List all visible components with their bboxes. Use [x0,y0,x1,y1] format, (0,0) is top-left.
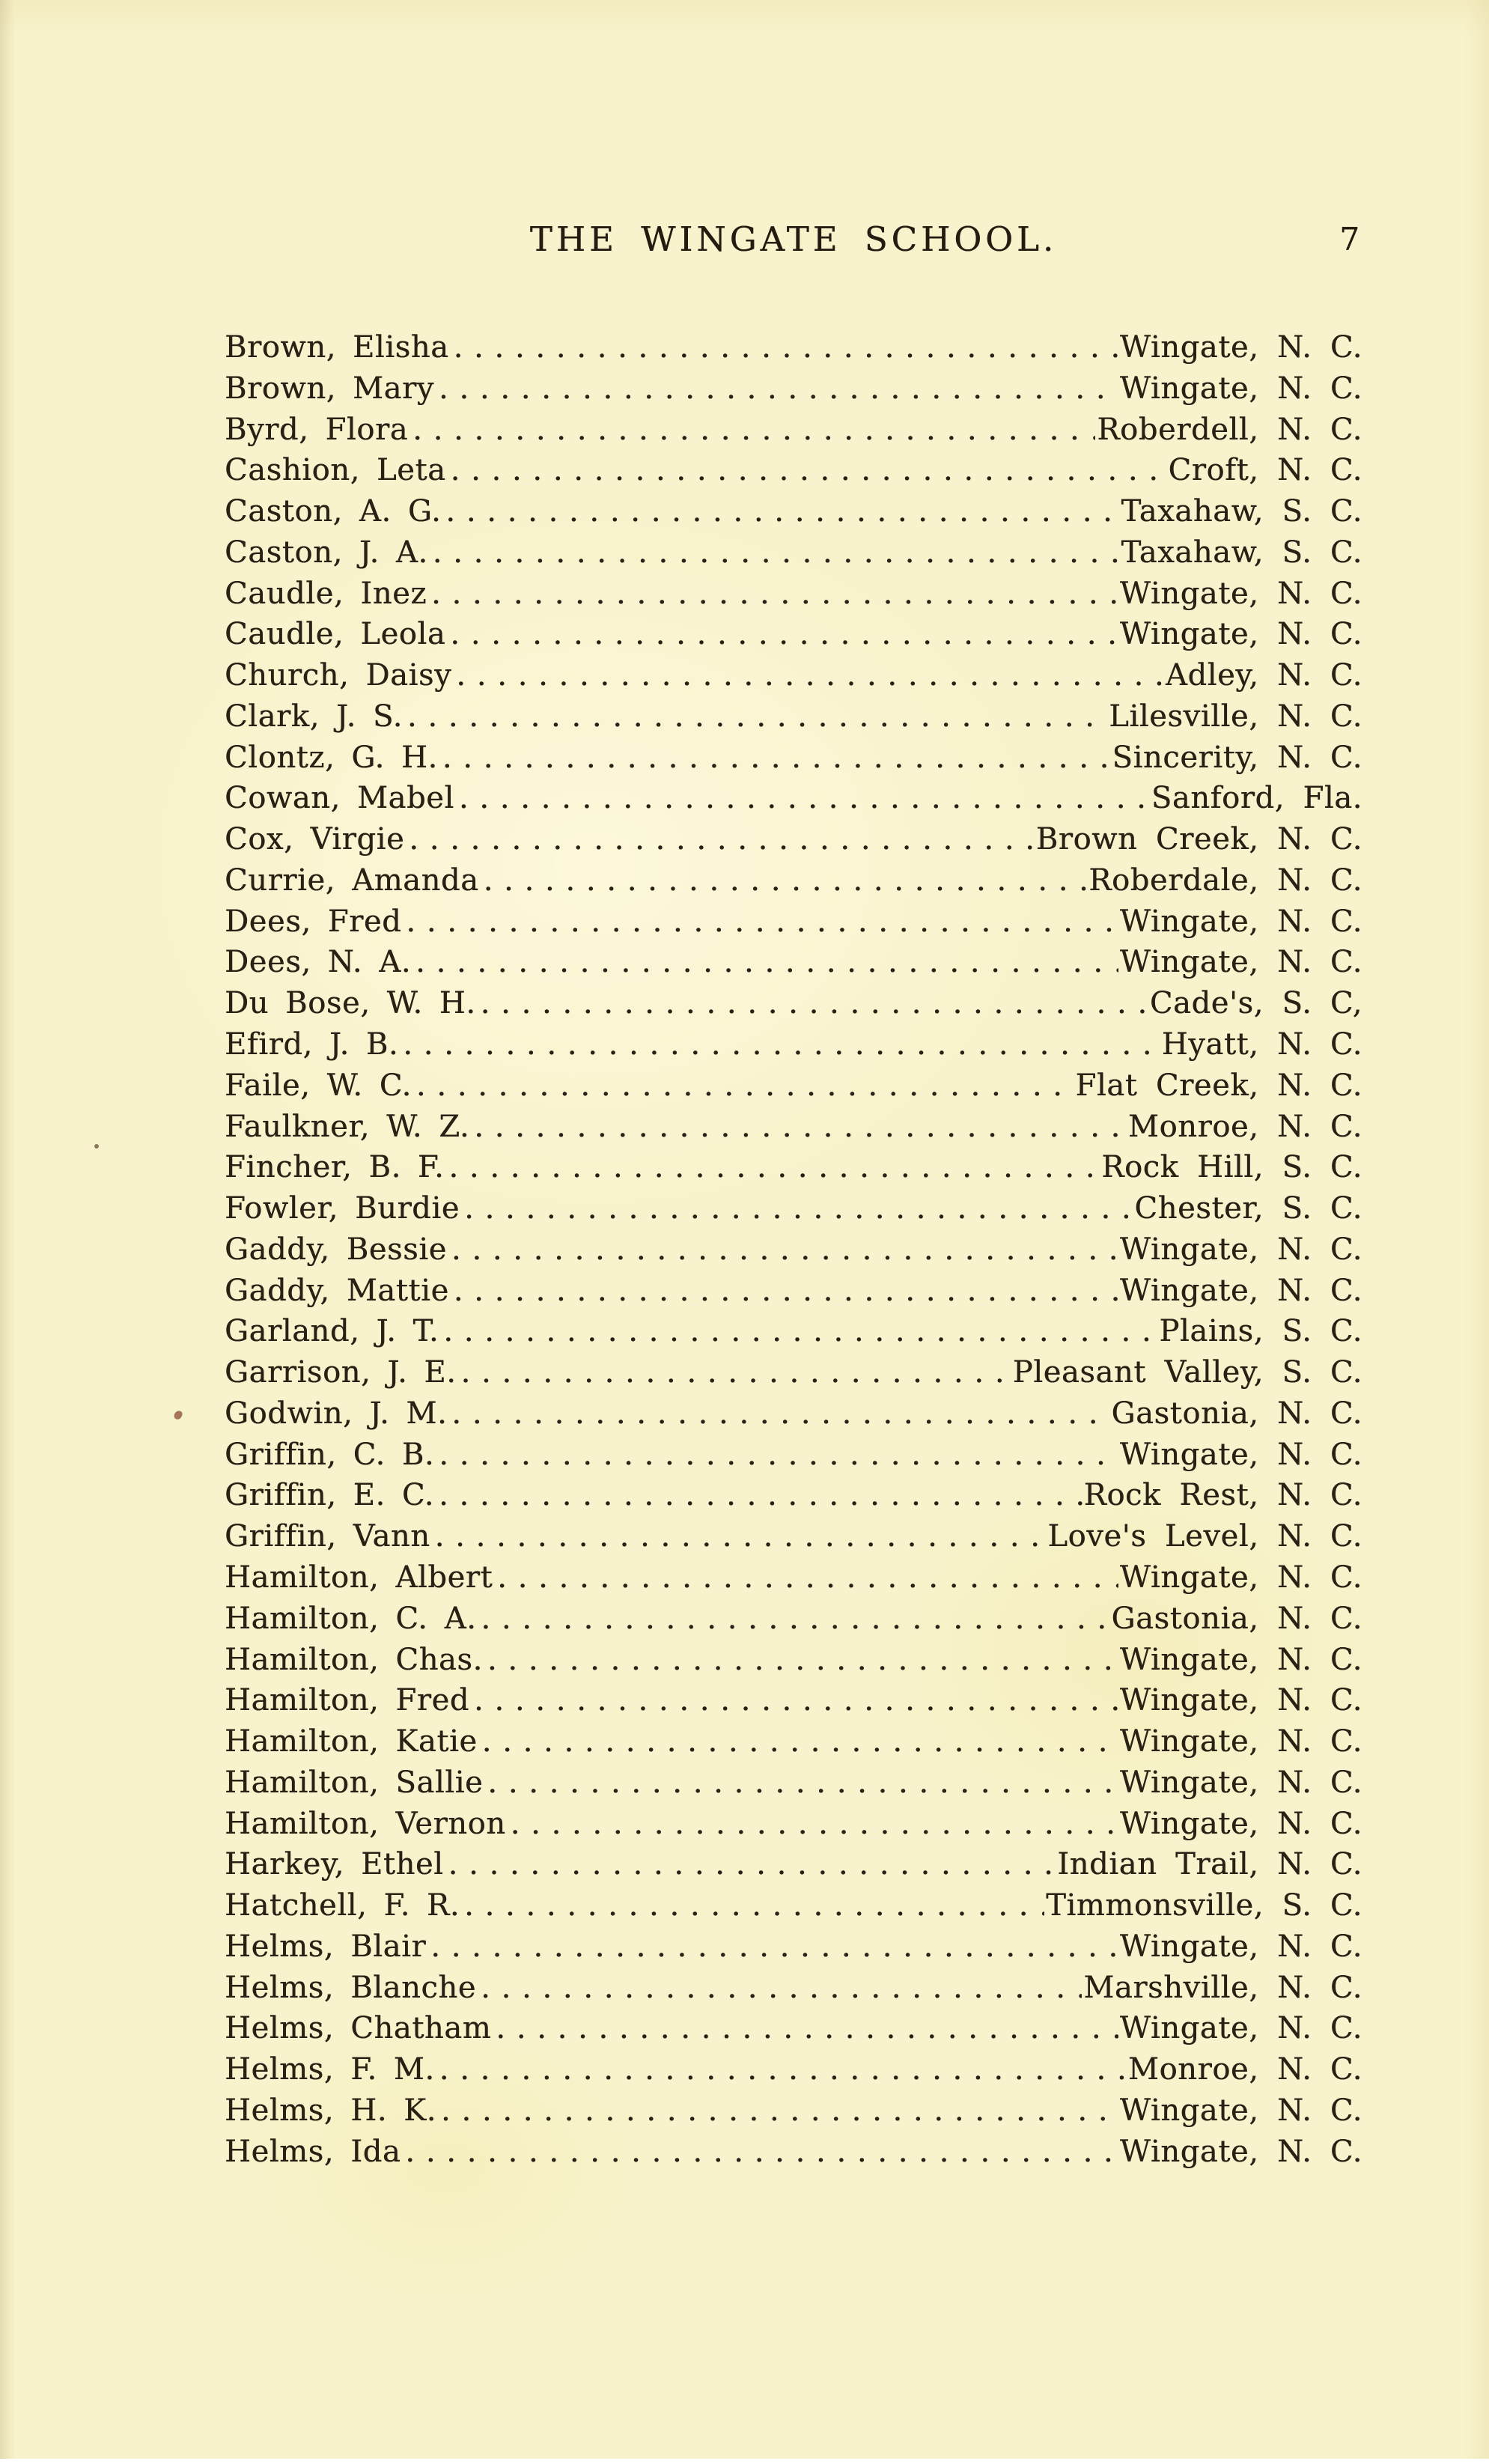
student-name: Clontz, G. H. [225,740,438,775]
dot-leader [474,1107,1127,1148]
page-number: 7 [1339,221,1359,258]
dot-leader [430,1926,1118,1968]
page-header [225,219,1362,261]
directory-row [225,1804,1362,1845]
directory-row [225,942,1362,983]
place-name: Brown Creek, N. C. [1035,822,1362,857]
place-name: Gastonia, N. C. [1111,1396,1362,1431]
place-name: Plains, S. C. [1159,1314,1362,1349]
place-name: Cade's, S. C, [1149,986,1362,1021]
student-name: Caston, J. A. [225,535,428,570]
place-name: Rock Hill, S. C. [1101,1150,1362,1185]
directory-row [225,860,1362,901]
place-name: Wingate, N. C. [1119,2093,1362,2128]
dot-leader [454,1271,1118,1312]
dot-leader [474,1680,1118,1721]
place-name: Wingate, N. C. [1119,1765,1362,1800]
place-name: Taxahaw, S. C. [1121,535,1362,570]
place-name: Wingate, N. C. [1119,1724,1362,1759]
dot-leader [405,2132,1118,2173]
student-name: Griffin, Vann [225,1519,430,1554]
directory-list [225,327,1362,2172]
student-name: Hamilton, Sallie [225,1765,484,1800]
student-name: Griffin, E. C. [225,1478,434,1513]
place-name: Rock Rest, N. C. [1083,1478,1362,1513]
student-name: Hamilton, Fred [225,1683,469,1718]
student-name: Helms, F. M. [225,2052,435,2087]
student-name: Faulkner, W. Z. [225,1109,470,1144]
directory-row [225,1598,1362,1640]
directory-row [225,450,1362,491]
dot-leader [459,778,1150,819]
place-name: Gastonia, N. C. [1111,1601,1362,1636]
student-name: Caudle, Inez [225,576,427,611]
place-name: Adley, N. C. [1165,658,1362,693]
student-name: Fowler, Burdie [225,1191,460,1226]
student-name: Cox, Virgie [225,822,405,857]
directory-row [225,491,1362,532]
dot-leader [439,1475,1083,1516]
directory-row [225,1640,1362,1681]
dot-leader [487,1640,1118,1681]
scan-edge [0,2459,1489,2464]
directory-row [225,737,1362,779]
place-name: Wingate, N. C. [1119,1806,1362,1841]
dot-leader [435,1516,1047,1557]
directory-row [225,1762,1362,1804]
place-name: Taxahaw, S. C. [1121,494,1362,529]
directory-row [225,983,1362,1024]
directory-row [225,574,1362,615]
place-name: Wingate, N. C. [1119,1683,1362,1718]
dot-leader [464,1885,1044,1926]
dot-leader [448,1147,1100,1188]
scan-speck [94,1144,99,1149]
place-name: Croft, N. C. [1168,453,1362,488]
student-name: Brown, Elisha [225,330,449,365]
dot-leader [496,2008,1118,2049]
student-name: Hamilton, Vernon [225,1806,506,1841]
directory-row [225,1229,1362,1271]
directory-row [225,532,1362,574]
place-name: Roberdell, N. C. [1097,412,1362,447]
student-name: Church, Daisy [225,658,452,693]
place-name: Pleasant Valley, S. C. [1012,1355,1362,1390]
directory-row [225,2090,1362,2132]
directory-row [225,1024,1362,1065]
place-name: Monroe, N. C. [1127,2052,1362,2087]
dot-leader [464,1188,1133,1229]
dot-leader [433,532,1120,574]
dot-leader [481,1968,1082,2009]
directory-row [225,1271,1362,1312]
dot-leader [439,368,1118,410]
place-name: Sincerity, N. C. [1112,740,1362,775]
directory-row [225,1516,1362,1557]
directory-row [225,1557,1362,1598]
student-name: Hamilton, C. A. [225,1601,477,1636]
place-name: Indian Trail, N. C. [1057,1847,1362,1882]
directory-row [225,1147,1362,1188]
directory-row [225,655,1362,696]
place-name: Wingate, N. C. [1119,330,1362,365]
student-name: Caudle, Leola [225,617,446,652]
student-name: Efird, J. B. [225,1027,399,1062]
dot-leader [439,1435,1118,1476]
student-name: Faile, W. C. [225,1068,412,1103]
place-name: Wingate, N. C. [1119,1232,1362,1267]
dot-leader [403,1024,1160,1065]
student-name: Currie, Amanda [225,863,479,898]
place-name: Timmonsville, S. C. [1046,1888,1362,1923]
student-name: Cashion, Leta [225,453,446,488]
place-name: Wingate, N. C. [1119,945,1362,980]
directory-row [225,1065,1362,1107]
dot-leader [439,2049,1127,2090]
student-name: Du Bose, W. H. [225,986,476,1021]
place-name: Wingate, N. C. [1119,1642,1362,1677]
directory-row [225,696,1362,737]
dot-leader [406,901,1118,943]
dot-leader [484,860,1088,901]
dot-leader [441,2090,1118,2132]
directory-row [225,1968,1362,2009]
dot-leader [451,1393,1109,1435]
dot-leader [450,614,1118,655]
dot-leader [451,1229,1118,1271]
directory-row [225,1393,1362,1435]
student-name: Harkey, Ethel [225,1847,444,1882]
directory-row [225,1107,1362,1148]
student-name: Clark, J. S. [225,699,403,734]
student-name: Dees, N. A. [225,945,412,980]
dot-leader [442,737,1111,779]
directory-row [225,1885,1362,1926]
student-name: Godwin, J. M. [225,1396,448,1431]
student-name: Hamilton, Albert [225,1560,493,1595]
student-name: Helms, Blanche [225,1970,477,2005]
student-name: Gaddy, Mattie [225,1273,449,1308]
place-name: Roberdale, N. C. [1088,863,1362,898]
student-name: Helms, Ida [225,2134,401,2169]
place-name: Wingate, N. C. [1119,904,1362,939]
student-name: Brown, Mary [225,371,434,406]
dot-leader [481,1598,1109,1640]
dot-leader [461,1352,1011,1393]
directory-row [225,2049,1362,2090]
directory-row [225,901,1362,943]
student-name: Helms, Blair [225,1929,427,1964]
place-name: Lilesville, N. C. [1109,699,1362,734]
place-name: Wingate, N. C. [1119,1273,1362,1308]
dot-leader [497,1557,1118,1598]
student-name: Garrison, J. E. [225,1355,457,1390]
student-name: Hamilton, Chas. [225,1642,483,1677]
place-name: Love's Level, N. C. [1047,1519,1362,1554]
dot-leader [487,1762,1118,1804]
place-name: Marshville, N. C. [1083,1970,1362,2005]
dot-leader [409,819,1035,860]
scan-speck [173,1409,183,1420]
student-name: Byrd, Flora [225,412,409,447]
directory-row [225,1311,1362,1352]
dot-leader [454,327,1118,368]
student-name: Helms, H. K. [225,2093,436,2128]
page-title: THE WINGATE SCHOOL. [529,219,1058,259]
place-name: Sanford, Fla. [1151,781,1362,816]
directory-row [225,614,1362,655]
place-name: Wingate, N. C. [1119,1437,1362,1472]
dot-leader [448,1844,1056,1885]
directory-row [225,368,1362,410]
directory-row [225,1352,1362,1393]
dot-leader [443,1311,1157,1352]
student-name: Garland, J. T. [225,1314,439,1349]
directory-row [225,819,1362,860]
dot-leader [407,696,1107,737]
directory-row [225,2008,1362,2049]
dot-leader [511,1804,1118,1845]
place-name: Wingate, N. C. [1119,1929,1362,1964]
student-name: Fincher, B. F. [225,1150,445,1185]
directory-row [225,410,1362,451]
place-name: Flat Creek, N. C. [1075,1068,1362,1103]
directory-row [225,2132,1362,2173]
student-name: Helms, Chatham [225,2011,492,2046]
place-name: Monroe, N. C. [1127,1109,1362,1144]
directory-row [225,1926,1362,1968]
directory-row [225,327,1362,368]
dot-leader [415,942,1118,983]
student-name: Dees, Fred [225,904,402,939]
dot-leader [451,450,1167,491]
dot-leader [481,983,1148,1024]
directory-row [225,1844,1362,1885]
student-name: Cowan, Mabel [225,781,454,816]
student-name: Griffin, C. B. [225,1437,435,1472]
dot-leader [431,574,1118,615]
place-name: Wingate, N. C. [1119,2134,1362,2169]
student-name: Caston, A. G. [225,494,442,529]
place-name: Hyatt, N. C. [1161,1027,1362,1062]
directory-row [225,1435,1362,1476]
dot-leader [445,491,1119,532]
directory-row [225,1475,1362,1516]
place-name: Chester, S. C. [1134,1191,1362,1226]
student-name: Gaddy, Bessie [225,1232,447,1267]
place-name: Wingate, N. C. [1119,1560,1362,1595]
directory-row [225,1680,1362,1721]
place-name: Wingate, N. C. [1119,2011,1362,2046]
dot-leader [412,410,1095,451]
directory-row [225,1721,1362,1762]
dot-leader [416,1065,1074,1107]
place-name: Wingate, N. C. [1119,576,1362,611]
place-name: Wingate, N. C. [1119,371,1362,406]
dot-leader [456,655,1164,696]
place-name: Wingate, N. C. [1119,617,1362,652]
student-name: Hatchell, F. R. [225,1888,460,1923]
dot-leader [482,1721,1118,1762]
directory-row [225,1188,1362,1229]
directory-row [225,778,1362,819]
student-name: Hamilton, Katie [225,1724,478,1759]
